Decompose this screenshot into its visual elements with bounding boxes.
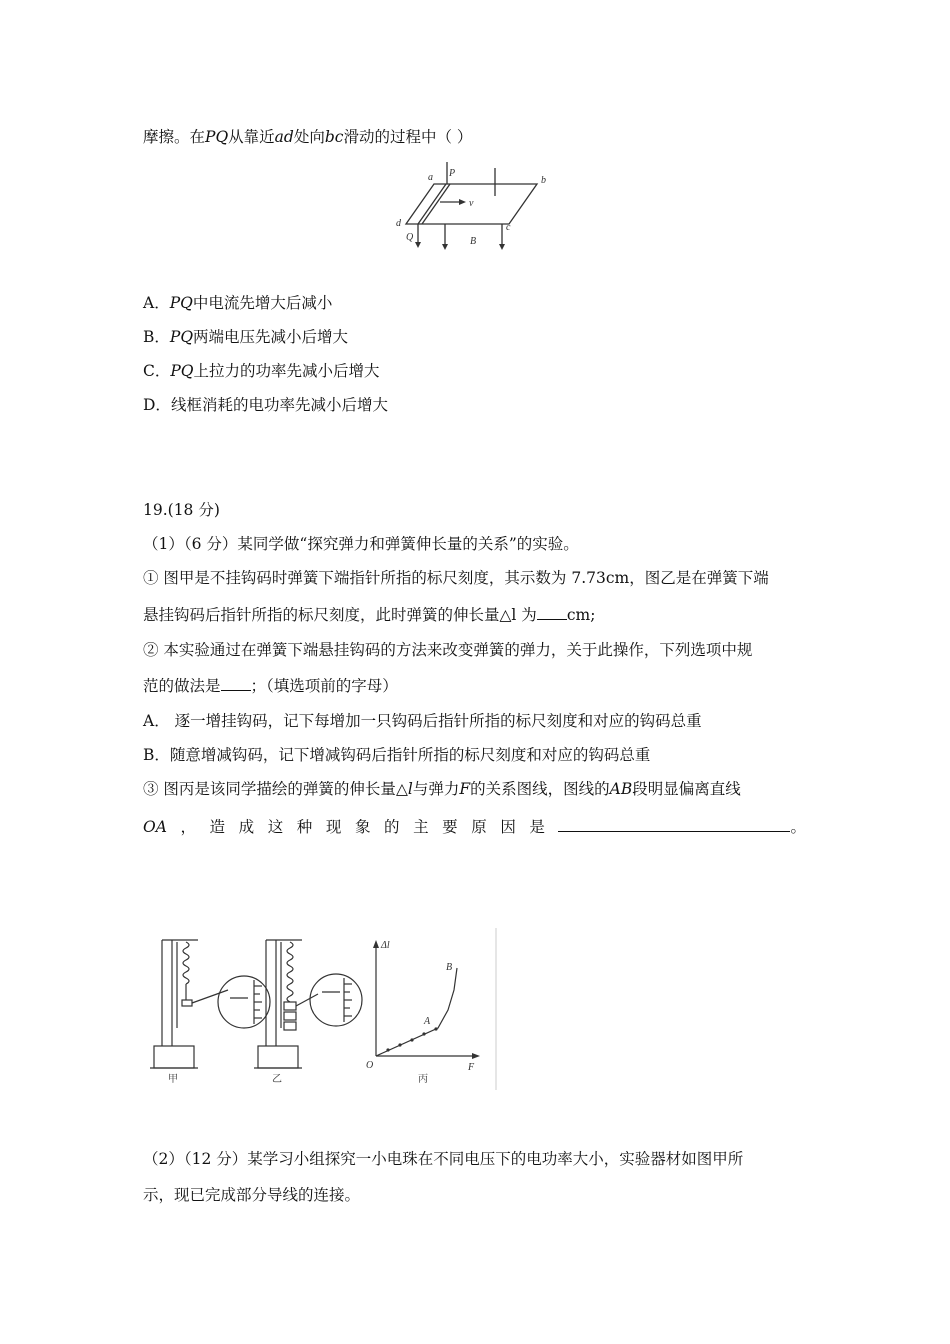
q19-option-a: A． 逐一增挂钩码，记下每增加一只钩码后指针所指的标尺刻度和对应的钩码总重: [143, 712, 702, 730]
y-axis-arrow: [373, 940, 379, 948]
q19-part1-title: （1）（6 分）某同学做“探究弹力和弹簧伸长量的关系”的实验。: [143, 535, 579, 553]
data-point: [422, 1032, 425, 1035]
label-origin: O: [366, 1060, 374, 1071]
rod-pq: [418, 184, 446, 224]
var-ad: ad: [274, 128, 294, 146]
q19-step1-line1: ① 图甲是不挂钩码时弹簧下端指针所指的标尺刻度，其示数为 7.73cm，图乙是在弹簧下端: [143, 569, 769, 587]
q18-option-a: A．PQ中电流先增大后减小: [143, 294, 333, 312]
var-pq: PQ: [205, 128, 229, 146]
x-axis-arrow: [472, 1053, 480, 1059]
data-point: [398, 1043, 401, 1046]
answer-blank-1[interactable]: [537, 605, 567, 620]
arrowhead-1: [415, 242, 421, 248]
data-point: [410, 1038, 413, 1041]
label-point-b: B: [446, 962, 453, 973]
q19-step2-line1: ② 本实验通过在弹簧下端悬挂钩码的方法来改变弹簧的弹力，关于此操作，下列选项中规: [143, 641, 753, 659]
arrowhead-2: [442, 244, 448, 250]
q19-step2-line2: 范的做法是 ；（填选项前的字母）: [143, 677, 398, 695]
label-axis-x: F: [468, 1062, 475, 1073]
q18-stem: 摩擦。在PQ从靠近ad处向bc滑动的过程中（ ）: [143, 128, 473, 146]
arrowhead-v: [459, 199, 466, 205]
data-point: [386, 1048, 389, 1051]
q18-option-b: B．PQ两端电压先减小后增大: [143, 328, 349, 346]
label-jia: 甲: [168, 1074, 178, 1085]
q19-option-b: B．随意增减钩码，记下增减钩码后指针所指的标尺刻度和对应的钩码总重: [143, 746, 651, 764]
label-b: b: [541, 175, 546, 186]
arrowhead-3: [499, 244, 505, 250]
q18-option-d: D．线框消耗的电功率先减小后增大: [143, 396, 388, 414]
rod-pq-2: [422, 184, 450, 224]
q19-part2-line2: 示，现已完成部分导线的连接。: [143, 1186, 361, 1204]
label-point-a: A: [424, 1016, 431, 1027]
q18-frame-figure: [392, 160, 562, 252]
q18-option-c: C．PQ上拉力的功率先减小后增大: [143, 362, 380, 380]
label-d: d: [396, 218, 401, 229]
answer-blank-2[interactable]: [221, 676, 251, 691]
label-a: a: [428, 172, 433, 183]
graph-bing: [376, 944, 476, 1056]
q19-heading: 19.(18 分): [143, 501, 220, 519]
q19-step3-line2: OA ， 造 成 这 种 现 象 的 主 要 原 因 是 。: [143, 818, 806, 836]
q19-part2-line1: （2）（12 分）某学习小组探究一小电珠在不同电压下的电功率大小，实验器材如图甲所: [143, 1150, 744, 1168]
q19-spring-figure: [148, 928, 500, 1090]
label-v: v: [469, 198, 474, 209]
label-bing: 丙: [418, 1074, 428, 1085]
label-yi: 乙: [272, 1074, 282, 1085]
q19-step1-line2: 悬挂钩码后指针所指的标尺刻度，此时弹簧的伸长量△l 为 cm;: [143, 606, 596, 624]
data-point: [434, 1027, 437, 1030]
q19-step3-line1: ③ 图丙是该同学描绘的弹簧的伸长量△l与弹力F的关系图线，图线的AB段明显偏离直线: [143, 780, 741, 798]
answer-blank-3[interactable]: [558, 817, 790, 832]
label-axis-y: Δl: [381, 940, 390, 951]
label-q: Q: [406, 232, 414, 243]
label-field-b: B: [470, 236, 477, 247]
var-bc: bc: [324, 128, 344, 146]
label-p: P: [449, 168, 456, 179]
curve-oab: [376, 968, 457, 1056]
apparatus-jia: [150, 940, 270, 1068]
label-c: c: [506, 222, 511, 233]
